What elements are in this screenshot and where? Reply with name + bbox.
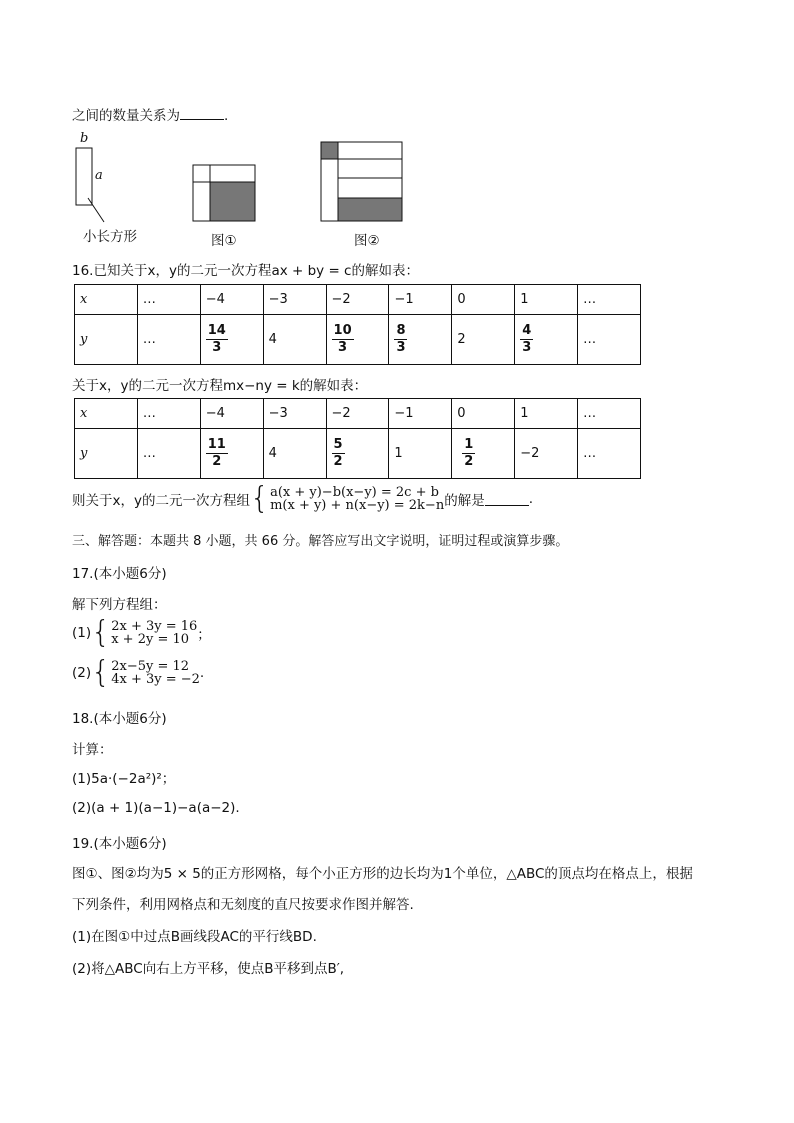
solution-table-2	[74, 398, 641, 479]
q17-part2: (2) { 2x−5y = 12 4x + 3y = −2 .	[72, 655, 205, 690]
fraction: $\frac{14}{3}$	[207, 323, 226, 355]
left-brace: {	[249, 481, 270, 516]
q17-part1: (1) { 2x + 3y = 16 x + 2y = 10 ；	[72, 615, 211, 650]
solution-table-1	[74, 284, 641, 365]
small-rectangle-figure	[76, 148, 104, 222]
answer-blank	[180, 107, 224, 120]
section-3-title: 三、解答题：本题共 8 小题，共 66 分。解答应写出文字说明，证明过程或演算步骤。	[72, 534, 569, 549]
q18-part1: (1)5a·(−2a²)²；	[72, 771, 176, 787]
left-brace: {	[91, 655, 111, 690]
q17-head: 17.(本小题6分)	[72, 566, 167, 582]
q19-text2: 下列条件，利用网格点和无刻度的直尺按要求作图并解答.	[72, 897, 414, 913]
table-row-y: y … $\frac{14}{3}$ 4 $\frac{10}{3}$ $\frac{8}{3}$ 2 $\frac{4}{3}$ …	[75, 315, 641, 365]
q18-prompt: 计算：	[72, 742, 113, 758]
fig1-caption: 图①	[211, 233, 237, 249]
q16-system: 则关于x，y的二元一次方程组 { a(x + y)−b(x−y) = 2c + b m(x + y) + n(x−y) = 2k−n 的解是 .	[72, 481, 533, 516]
table-row-x: x … −4 −3 −2 −1 0 1 …	[75, 399, 641, 429]
q18-part2: (2)(a + 1)(a−1)−a(a−2).	[72, 800, 240, 816]
fig2-caption: 图②	[354, 233, 380, 249]
q17-prompt: 解下列方程组：	[72, 597, 167, 613]
q16-intro2: 关于x，y的二元一次方程mx−ny = k的解如表：	[72, 378, 368, 394]
fraction: $\frac{5}{2}$	[333, 437, 343, 469]
fraction: $\frac{8}{3}$	[396, 323, 406, 355]
fraction: $\frac{4}{3}$	[522, 323, 532, 355]
left-brace: {	[91, 615, 111, 650]
q19-part1: (1)在图①中过点B画线段AC的平行线BD.	[72, 929, 317, 945]
table-row-x: x … −4 −3 −2 −1 0 1 …	[75, 285, 641, 315]
q19-head: 19.(本小题6分)	[72, 836, 167, 852]
q18-head: 18.(本小题6分)	[72, 711, 167, 727]
answer-blank	[485, 493, 529, 506]
label-a: a	[95, 168, 103, 183]
q16-intro: 16.已知关于x，y的二元一次方程ax + by = c的解如表：	[72, 263, 419, 279]
small-rect-caption: 小长方形	[83, 229, 137, 245]
fraction: $\frac{1}{2}$	[464, 437, 474, 469]
figure-1	[193, 165, 255, 221]
fraction: $\frac{11}{2}$	[207, 437, 226, 469]
q15-text: 之间的数量关系为 .	[72, 108, 229, 124]
fraction: $\frac{10}{3}$	[333, 323, 352, 355]
q19-part2: (2)将△ABC向右上方平移，使点B平移到点B′,	[72, 961, 345, 977]
table-row-y: y … $\frac{11}{2}$ 4 $\frac{5}{2}$ 1 $\frac{1}{2}$ −2 …	[75, 429, 641, 479]
label-b: b	[80, 131, 89, 146]
figure-2	[321, 142, 402, 221]
q19-text1: 图①、图②均为5 × 5的正方形网格，每个小正方形的边长均为1个单位，△ABC的顶点均在格点上，根据	[72, 866, 693, 882]
